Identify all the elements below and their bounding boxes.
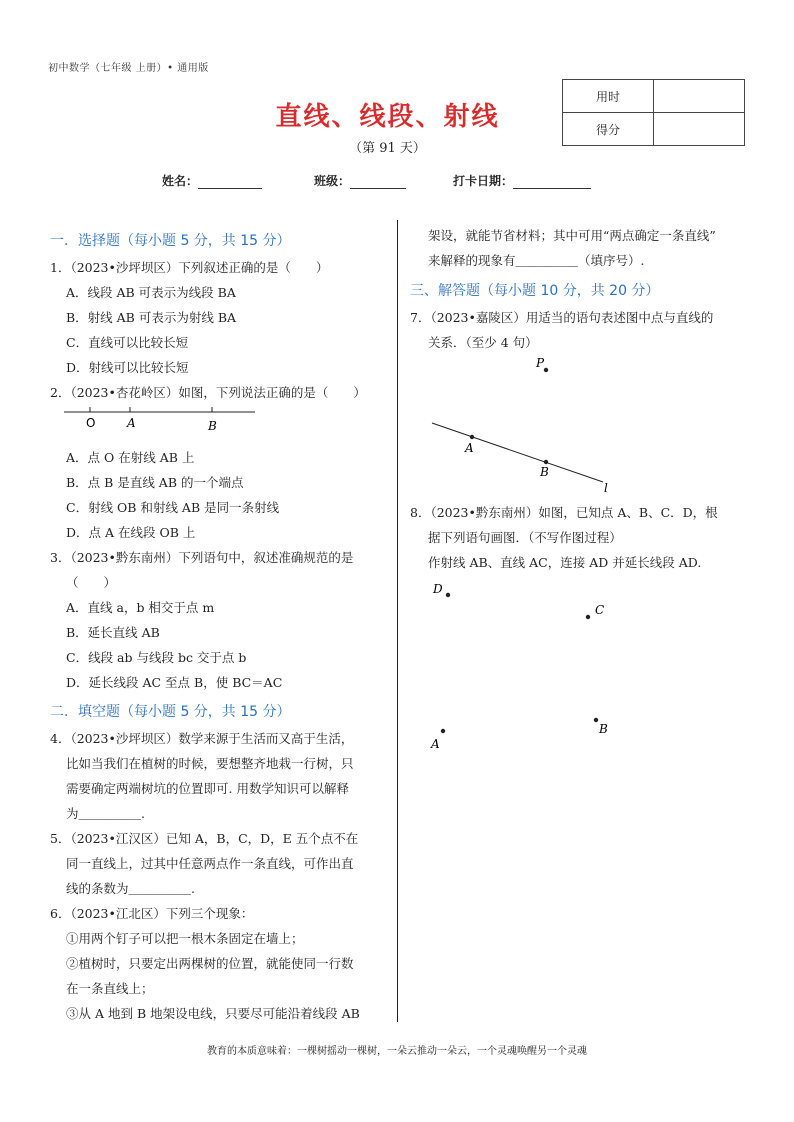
q4-line-1: 4．（2023•沙坪坝区）数学来源于生活而又高于生活， [50, 731, 354, 746]
q6-line-3: ②植树时，只要定出两棵树的位置，就能使同一行数 [66, 956, 354, 971]
q3-option-c: C．线段 ab 与线段 bc 交于点 b [66, 650, 247, 665]
q8-line-2: 据下列语句画图．（不写作图过程） [428, 530, 622, 545]
name-label: 姓名： [162, 174, 199, 188]
q7-label-l: l [604, 481, 608, 495]
q8-point-d [446, 593, 450, 597]
q3-option-d: D．延长线段 AC 至点 B，使 BC＝AC [66, 675, 283, 690]
q8-label-d: D [433, 582, 443, 596]
q7-line-2: 关系．（至少 4 句） [428, 335, 538, 350]
header-tag: 初中数学（七年级 上册）• 通用版 [48, 63, 209, 74]
q7-label-a: A [465, 441, 474, 455]
q2-label-b: B [208, 419, 217, 433]
class-label: 班级： [314, 174, 351, 188]
score-label: 得分 [563, 113, 654, 146]
section-fill: 二．填空题（每小题 5 分，共 15 分） [50, 704, 291, 720]
q4-line-2: 比如当我们在植树的时候，要想整齐地栽一行树，只 [66, 756, 354, 771]
date-label: 打卡日期： [453, 174, 514, 188]
q3-stem: 3．（2023•黔东南州）下列语句中，叙述准确规范的是 [50, 550, 354, 565]
q8-label-b: B [599, 722, 608, 736]
q7-line-1: 7．（2023•嘉陵区）用适当的语句表述图中点与直线的 [410, 310, 714, 325]
q7-label-p: P [536, 356, 545, 370]
q4-line-4: 为＿＿＿＿＿. [66, 806, 145, 821]
q2-label-a: A [127, 416, 136, 430]
q7-label-b: B [540, 465, 549, 479]
q8-point-c [586, 615, 590, 619]
q8-label-a: A [431, 737, 440, 751]
q6-line-2: ①用两个钉子可以把一根木条固定在墙上； [66, 931, 304, 946]
footer-quote: 教育的本质意味着：一棵树摇动一棵树，一朵云推动一朵云，一个灵魂唤醒另一个灵魂 [207, 1046, 587, 1057]
q5-line-3: 线的条数为＿＿＿＿＿. [66, 881, 195, 896]
q2-option-b: B．点 B 是直线 AB 的一个端点 [66, 475, 244, 490]
q6-line-7: 来解释的现象有＿＿＿＿＿（填序号）. [428, 253, 645, 268]
q3-stem-paren: （ ） [66, 575, 117, 590]
q2-option-a: A．点 O 在射线 AB 上 [66, 450, 195, 465]
q2-option-d: D．点 A 在线段 OB 上 [66, 525, 196, 540]
q8-point-b [594, 718, 598, 722]
time-label: 用时 [563, 80, 654, 113]
section-choice: 一．选择题（每小题 5 分，共 15 分） [50, 233, 291, 249]
q8-label-c: C [595, 603, 605, 617]
q5-line-2: 同一直线上，过其中任意两点作一条直线，可作出直 [66, 856, 354, 871]
q8-point-a [441, 729, 445, 733]
q2-option-c: C．射线 OB 和射线 AB 是同一条射线 [66, 500, 280, 515]
q6-line-5: ③从 A 地到 B 地架设电线，只要尽可能沿着线段 AB [66, 1006, 360, 1021]
page-title: 直线、线段、射线 [275, 102, 500, 132]
q5-line-1: 5．（2023•江汉区）已知 A，B，C，D，E 五个点不在 [50, 831, 359, 846]
q1-option-b: B．射线 AB 可表示为射线 BA [66, 310, 237, 325]
q8-line-3: 作射线 AB、直线 AC，连接 AD 并延长线段 AD. [428, 555, 702, 570]
q1-option-a: A．线段 AB 可表示为线段 BA [66, 285, 236, 300]
q1-stem: 1．（2023•沙坪坝区）下列叙述正确的是（ ） [50, 260, 329, 275]
q3-option-a: A．直线 a，b 相交于点 m [66, 600, 215, 615]
q2-stem: 2．（2023•杏花岭区）如图，下列说法正确的是（ ） [50, 385, 366, 400]
q2-label-o: O [86, 416, 96, 430]
q3-option-b: B．延长直线 AB [66, 625, 160, 640]
q6-line-6: 架设，就能节省材料；其中可用“两点确定一条直线” [428, 228, 716, 243]
q6-line-1: 6．（2023•江北区）下列三个现象： [50, 906, 254, 921]
q4-line-3: 需要确定两端树坑的位置即可. 用数学知识可以解释 [66, 781, 349, 796]
day-label: （第 91 天） [349, 141, 426, 156]
q1-option-d: D．射线可以比较长短 [66, 360, 189, 375]
q6-line-4: 在一条直线上； [66, 981, 154, 996]
q8-line-1: 8．（2023•黔东南州）如图，已知点 A、B、C．D，根 [410, 505, 718, 520]
q1-option-c: C．直线可以比较长短 [66, 335, 189, 350]
section-answer: 三、解答题（每小题 10 分，共 20 分） [410, 283, 660, 299]
